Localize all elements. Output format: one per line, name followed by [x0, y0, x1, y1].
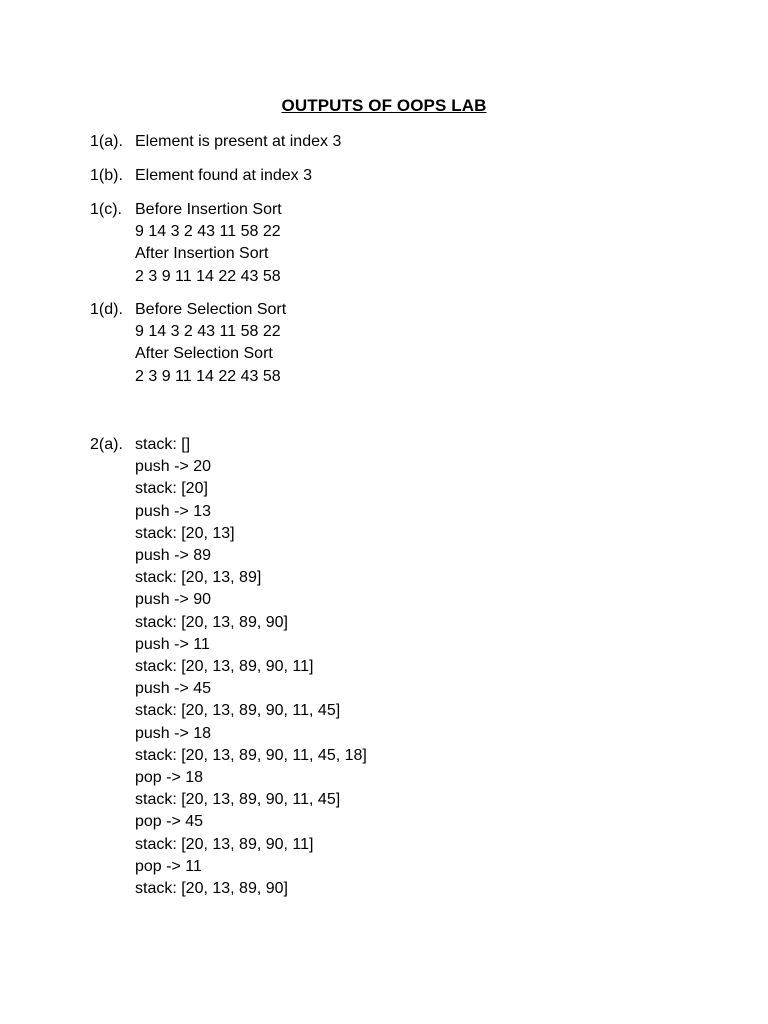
output-line: stack: [20, 13, 89, 90] [135, 613, 288, 631]
output-line: stack: [20, 13, 89, 90, 11, 45, 18] [135, 746, 367, 764]
entry-lines [135, 199, 282, 288]
output-line: stack: [] [135, 436, 191, 453]
output-line: After Selection Sort [135, 345, 273, 363]
output-line: push -> 18 [135, 724, 212, 742]
entry-lines [135, 434, 367, 900]
output-line: stack: [20, 13, 89, 90, 11] [135, 658, 314, 676]
entry-number: 1(b). [90, 167, 123, 184]
output-line: stack: [20, 13, 89, 90, 11] [135, 835, 314, 853]
output-line: pop -> 18 [135, 769, 204, 787]
output-line: 2 3 9 11 14 22 43 58 [135, 367, 281, 385]
entry-number: 1(a). [90, 133, 123, 150]
entry-lines [135, 165, 312, 187]
output-line: 2 3 9 11 14 22 43 58 [135, 267, 281, 285]
output-line: After Insertion Sort [135, 245, 269, 263]
output-line: Element is present at index 3 [135, 133, 342, 150]
output-line: push -> 90 [135, 591, 212, 609]
output-line: 9 14 3 2 43 11 58 22 [135, 323, 281, 341]
output-line: Element found at index 3 [135, 167, 313, 184]
entry-number: 2(a). [90, 436, 123, 453]
output-line: 9 14 3 2 43 11 58 22 [135, 223, 281, 241]
output-line: pop -> 11 [135, 857, 202, 875]
entry-lines [135, 131, 341, 153]
output-line: stack: [20] [135, 480, 208, 498]
output-line: push -> 11 [135, 635, 210, 653]
output-line: stack: [20, 13, 89, 90, 11, 45] [135, 702, 341, 720]
entry-lines [135, 299, 286, 388]
output-line: stack: [20, 13, 89, 90, 11, 45] [135, 791, 341, 809]
output-line: stack: [20, 13, 89] [135, 569, 262, 587]
page-title: OUTPUTS OF OOPS LAB [281, 96, 487, 115]
entry-number: 1(c). [90, 201, 122, 218]
output-line: push -> 13 [135, 502, 212, 520]
output-line: pop -> 45 [135, 813, 204, 831]
entry-number: 1(d). [90, 301, 123, 318]
output-line: push -> 89 [135, 547, 212, 565]
output-line: Before Insertion Sort [135, 201, 282, 218]
output-line: push -> 45 [135, 680, 212, 698]
output-line: stack: [20, 13] [135, 524, 235, 542]
output-line: stack: [20, 13, 89, 90] [135, 880, 288, 898]
output-line: Before Selection Sort [135, 301, 287, 318]
output-line: push -> 20 [135, 458, 212, 476]
